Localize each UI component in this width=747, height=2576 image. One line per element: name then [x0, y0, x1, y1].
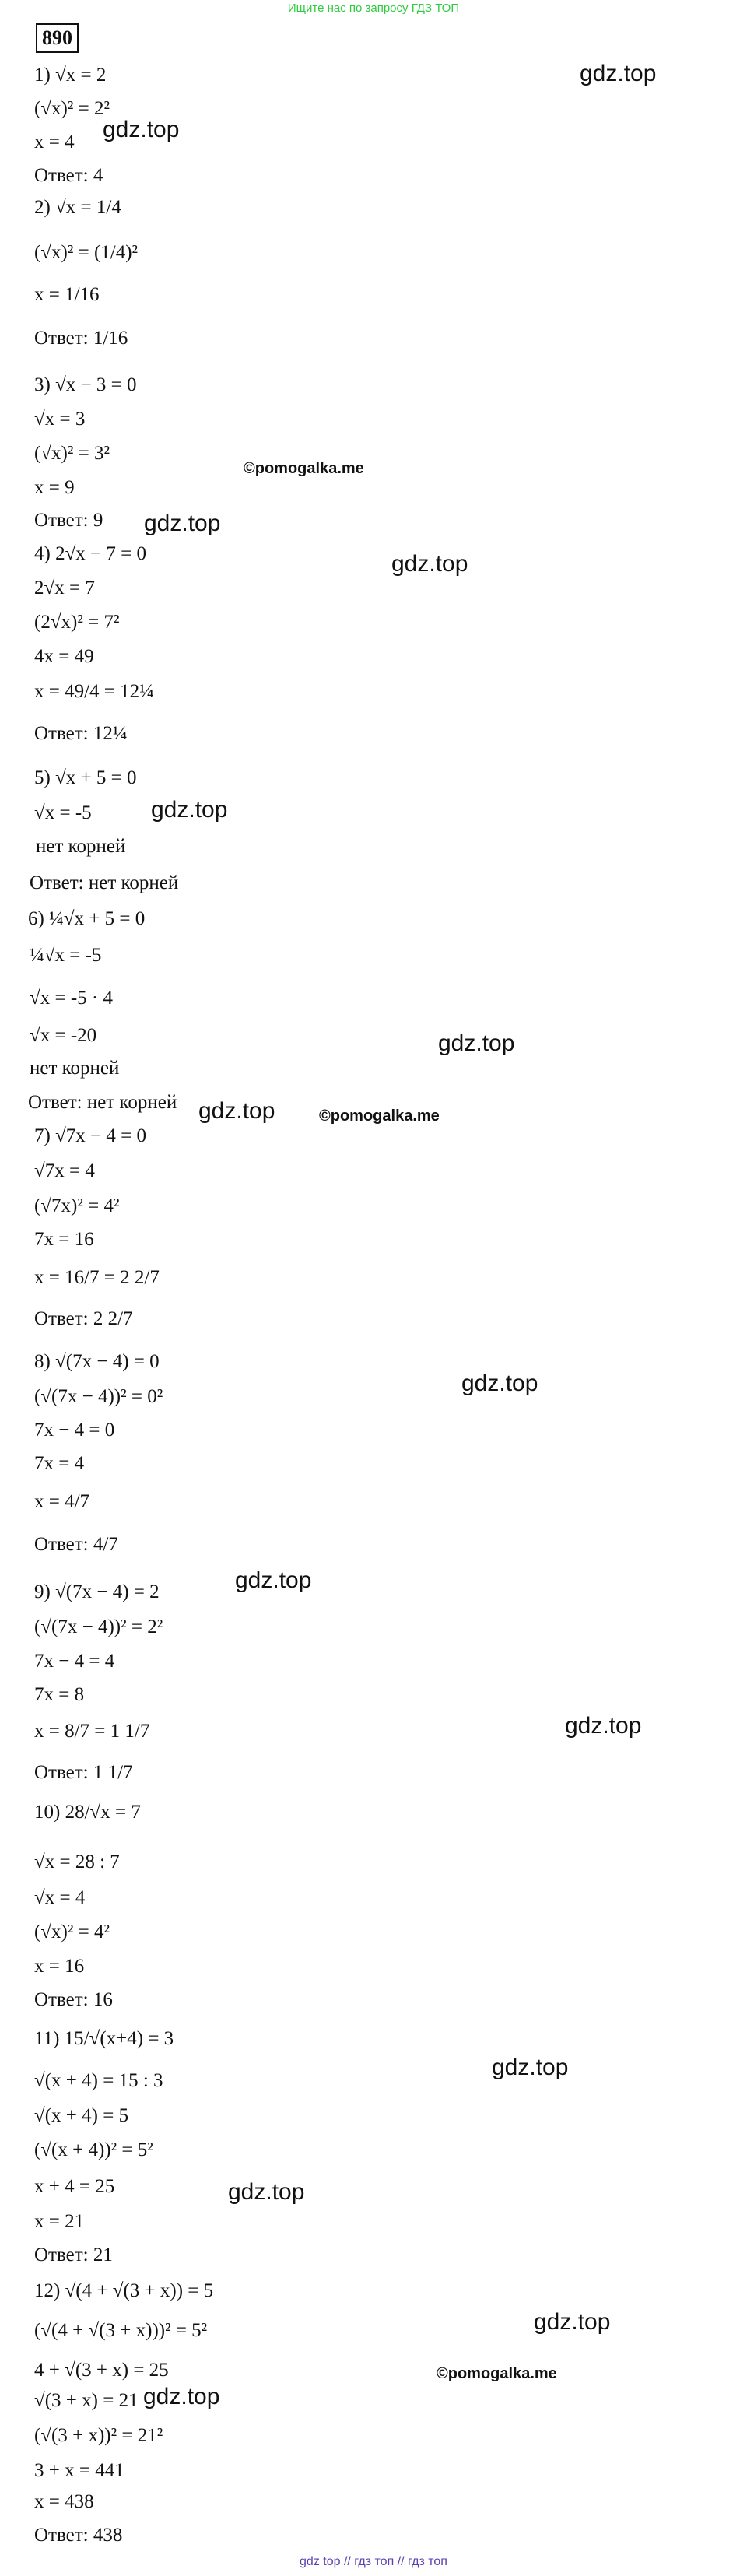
- solution-line: 4 + √(3 + x) = 25: [34, 2360, 169, 2381]
- watermark-gdz: gdz.top: [198, 1098, 275, 1124]
- solution-line: (√(7x − 4))² = 2²: [34, 1616, 163, 1637]
- solution-line: нет корней: [36, 836, 126, 857]
- solution-line: 2√x = 7: [34, 577, 95, 598]
- solution-line: √x = -5 · 4: [30, 988, 113, 1009]
- watermark-copyright: ©pomogalka.me: [319, 1107, 440, 1125]
- solution-line: (√x)² = 3²: [34, 443, 110, 464]
- solution-line: √(x + 4) = 15 : 3: [34, 2070, 163, 2091]
- solution-line: √x = -20: [30, 1025, 97, 1046]
- footer-links[interactable]: gdz top // гдз топ // гдз топ: [300, 2555, 447, 2568]
- solution-line: √x = 28 : 7: [34, 1851, 120, 1872]
- watermark-gdz: gdz.top: [492, 2055, 569, 2080]
- solution-line: √x = -5: [34, 802, 92, 823]
- solution-line: (√x)² = 4²: [34, 1921, 110, 1943]
- solution-line: 7x = 16: [34, 1229, 94, 1250]
- watermark-gdz: gdz.top: [151, 797, 228, 823]
- solution-line: Ответ: 4: [34, 165, 103, 186]
- solution-line: 4) 2√x − 7 = 0: [34, 543, 146, 564]
- solution-line: Ответ: 1/16: [34, 328, 128, 349]
- watermark-gdz: gdz.top: [534, 2309, 611, 2335]
- solution-line: 5) √x + 5 = 0: [34, 767, 137, 788]
- solution-line: Ответ: 4/7: [34, 1534, 118, 1555]
- solution-line: x = 16: [34, 1956, 85, 1977]
- solution-line: Ответ: 21: [34, 2244, 113, 2265]
- solution-line: Ответ: нет корней: [28, 1092, 177, 1113]
- solution-line: Ответ: нет корней: [30, 872, 179, 893]
- solution-line: x = 438: [34, 2491, 94, 2512]
- solution-line: 3) √x − 3 = 0: [34, 374, 137, 395]
- solution-line: (√(7x − 4))² = 0²: [34, 1386, 163, 1407]
- watermark-gdz: gdz.top: [144, 511, 221, 536]
- solution-line: Ответ: 12¼: [34, 723, 128, 744]
- solution-line: 3 + x = 441: [34, 2460, 124, 2481]
- solution-line: 7) √7x − 4 = 0: [34, 1125, 146, 1146]
- watermark-gdz: gdz.top: [580, 61, 657, 86]
- watermark-gdz: gdz.top: [438, 1030, 515, 1056]
- watermark-gdz: gdz.top: [461, 1370, 538, 1396]
- watermark-gdz: gdz.top: [565, 1713, 642, 1739]
- solution-line: √7x = 4: [34, 1160, 95, 1181]
- solution-line: ¼√x = -5: [30, 945, 102, 966]
- solution-line: x = 9: [34, 477, 75, 498]
- solution-line: Ответ: 16: [34, 1989, 113, 2010]
- solution-line: 8) √(7x − 4) = 0: [34, 1351, 160, 1372]
- solution-line: 7x − 4 = 0: [34, 1420, 115, 1441]
- solution-line: 4x = 49: [34, 646, 94, 667]
- solution-line: x = 4/7: [34, 1491, 90, 1512]
- solution-line: (√(4 + √(3 + x)))² = 5²: [34, 2320, 208, 2341]
- top-banner[interactable]: Ищите нас по запросу ГДЗ ТОП: [287, 2, 460, 15]
- watermark-gdz: gdz.top: [228, 2179, 305, 2205]
- watermark-gdz: gdz.top: [103, 117, 180, 142]
- solution-line: x = 49/4 = 12¼: [34, 681, 154, 702]
- solution-line: (√x)² = 2²: [34, 98, 110, 119]
- solution-line: x = 8/7 = 1 1/7: [34, 1721, 150, 1742]
- solution-line: x + 4 = 25: [34, 2176, 115, 2197]
- solution-line: Ответ: 1 1/7: [34, 1762, 133, 1783]
- solution-line: 6) ¼√x + 5 = 0: [28, 908, 146, 929]
- problem-number: 890: [36, 23, 79, 53]
- solution-line: x = 16/7 = 2 2/7: [34, 1267, 160, 1288]
- solution-line: 2) √x = 1/4: [34, 197, 121, 218]
- solution-line: x = 4: [34, 132, 75, 153]
- solution-line: 7x = 4: [34, 1453, 85, 1474]
- solution-line: (√(3 + x))² = 21²: [34, 2425, 163, 2446]
- solution-line: x = 1/16: [34, 284, 100, 305]
- watermark-gdz: gdz.top: [143, 2384, 220, 2409]
- solution-line: Ответ: 2 2/7: [34, 1308, 133, 1329]
- solution-line: 12) √(4 + √(3 + x)) = 5: [34, 2280, 214, 2301]
- solution-line: (√x)² = (1/4)²: [34, 242, 139, 263]
- solution-line: нет корней: [30, 1058, 120, 1079]
- solution-line: √(x + 4) = 5: [34, 2105, 129, 2126]
- solution-line: 9) √(7x − 4) = 2: [34, 1581, 160, 1602]
- watermark-gdz: gdz.top: [391, 551, 468, 577]
- solution-line: Ответ: 9: [34, 510, 103, 531]
- solution-line: (2√x)² = 7²: [34, 612, 120, 633]
- watermark-copyright: ©pomogalka.me: [244, 460, 364, 477]
- solution-line: 1) √x = 2: [34, 65, 107, 86]
- solution-line: √x = 3: [34, 409, 86, 430]
- solution-line: x = 21: [34, 2211, 85, 2232]
- solution-line: Ответ: 438: [34, 2525, 123, 2546]
- solution-line: (√(x + 4))² = 5²: [34, 2139, 153, 2160]
- solution-line: 10) 28/√x = 7: [34, 1802, 141, 1823]
- watermark-copyright: ©pomogalka.me: [437, 2365, 557, 2382]
- solution-line: √(3 + x) = 21: [34, 2390, 139, 2411]
- solution-line: 11) 15/√(x+4) = 3: [34, 2028, 174, 2049]
- solution-line: (√7x)² = 4²: [34, 1195, 120, 1216]
- solution-line: √x = 4: [34, 1887, 86, 1908]
- watermark-gdz: gdz.top: [235, 1567, 312, 1593]
- solution-line: 7x = 8: [34, 1684, 85, 1705]
- solution-line: 7x − 4 = 4: [34, 1651, 115, 1672]
